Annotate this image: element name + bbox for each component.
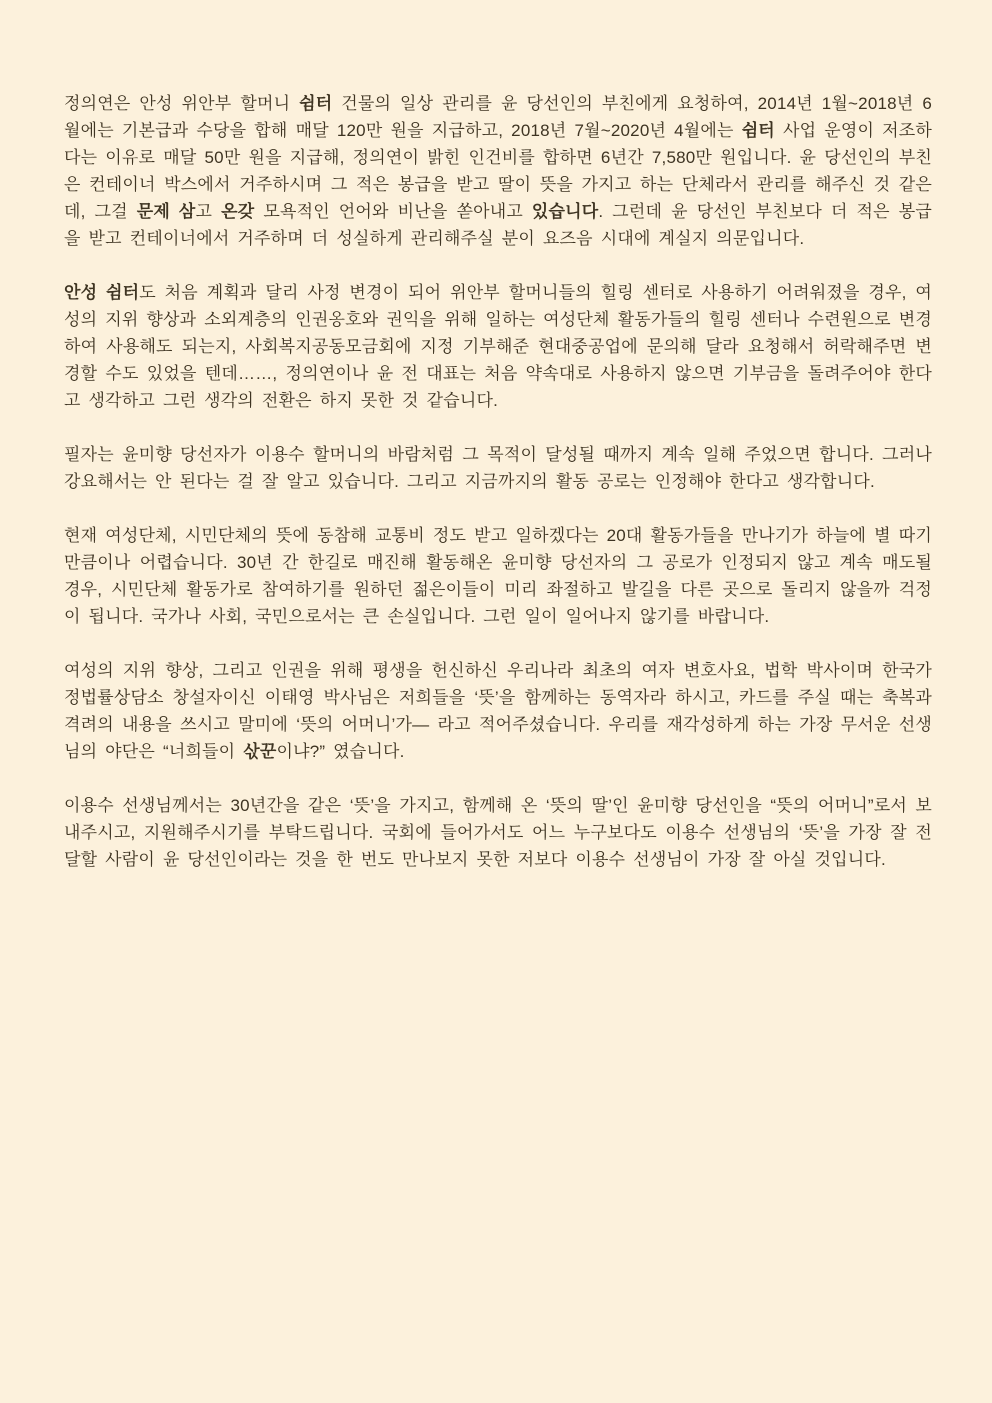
paragraph-5 — [64, 657, 932, 765]
bold-text-run: 안성 쉼터 — [64, 283, 140, 302]
bold-text-run: 쉼터 — [299, 94, 333, 113]
text-run: 모욕적인 언어와 비난을 쏟아내고 — [254, 202, 532, 221]
text-run: 고 — [195, 202, 222, 221]
text-run: . 그런데 윤 당선인 부친보다 더 적은 봉급을 받고 컨테이너에서 거주하며 더 성실하게 관리해주실 분이 요즈음 시대에 계실지 의문입니다. — [64, 202, 933, 248]
paragraph-3 — [64, 441, 932, 495]
text-run: 도 처음 계획과 달리 사정 변경이 되어 위안부 할머니들의 힐링 센터로 사용하기 어려워졌을 경우, 여성의 지위 향상과 소외계층의 인권옹호와 권익을 위해 일하는 여성단체 활동가들의 힐링 센터나 수련원으로 변경하여 사용해도 되는지, 사회복지공동모금회에 지정 기부해준 현대중공업에 문의해 달라 요청해서 허락해주면 변경할 수도 있었을 텐데……, 정의연이나 윤 전 대표는 처음 약속대로 사용하지 않으면 기부금을 돌려주어야 한다고 생각하고 그런 생각의 전환은 하지 못한 것 같습니다. — [64, 283, 932, 410]
bold-text-run: 삯꾼 — [243, 742, 277, 761]
text-run: 현재 여성단체, 시민단체의 뜻에 동참해 교통비 정도 받고 일하겠다는 20대 활동가들을 만나기가 하늘에 별 따기만큼이나 어렵습니다. 30년 간 한길로 매진해 활동해온 윤미향 당선자의 그 공로가 인정되지 않고 계속 매도될 경우, 시민단체 활동가로 참여하기를 원하던 젊은이들이 미리 좌절하고 발길을 다른 곳으로 돌리지 않을까 걱정이 됩니다. 국가나 사회, 국민으로서는 큰 손실입니다. 그런 일이 일어나지 않기를 바랍니다. — [64, 526, 932, 626]
text-run: 필자는 윤미향 당선자가 이용수 할머니의 바람처럼 그 목적이 달성될 때까지 계속 일해 주었으면 합니다. 그러나 강요해서는 안 된다는 걸 잘 알고 있습니다. 그리고 지금까지의 활동 공로는 인정해야 한다고 생각합니다. — [64, 445, 932, 491]
document-body — [64, 90, 932, 900]
text-run: 이냐?” 였습니다. — [276, 742, 405, 761]
paragraph-2 — [64, 279, 932, 414]
paragraph-6 — [64, 792, 932, 873]
text-run: 여성의 지위 향상, 그리고 인권을 위해 평생을 헌신하신 우리나라 최초의 여자 변호사요, 법학 박사이며 한국가정법률상담소 창설자이신 이태영 박사님은 저희들을 ‘뜻’을 함께하는 동역자라 하시고, 카드를 주실 때는 축복과 격려의 내용을 쓰시고 말미에 ‘뜻의 어머니’가— 라고 적어주셨습니다. 우리를 재각성하게 하는 가장 무서운 선생님의 야단은 “너희들이 — [64, 661, 932, 761]
bold-text-run: 문제 삼 — [136, 202, 196, 221]
bold-text-run: 쉼터 — [741, 121, 775, 140]
bold-text-run: 온갖 — [221, 202, 255, 221]
text-run: 건물의 일상 관리를 윤 당선인의 부친에게 요청하여, 2014년 1월~2018년 6월에는 기본급과 수당을 합해 매달 120만 원을 지급하고, 2018년 7월~2020년 4월에는 — [64, 94, 932, 140]
paragraph-1 — [64, 90, 932, 252]
bold-text-run: 있습니다 — [531, 202, 599, 221]
text-run: 정의연은 안성 위안부 할머니 — [64, 94, 300, 113]
paragraph-4 — [64, 522, 932, 630]
text-run: 사업 운영이 저조하다는 이유로 매달 50만 원을 지급해, 정의연이 밝힌 인건비를 합하면 6년간 7,580만 원입니다. 윤 당선인의 부친은 컨테이너 박스에서 거주하시며 그 적은 봉급을 받고 딸이 뜻을 가지고 하는 단체라서 관리를 해주신 것 같은데, 그걸 — [64, 121, 933, 221]
text-run: 이용수 선생님께서는 30년간을 같은 ‘뜻’을 가지고, 함께해 온 ‘뜻의 딸’인 윤미향 당선인을 “뜻의 어머니”로서 보내주시고, 지원해주시기를 부탁드립니다. 국회에 들어가서도 어느 누구보다도 이용수 선생님의 ‘뜻’을 가장 잘 전달할 사람이 윤 당선인이라는 것을 한 번도 만나보지 못한 저보다 이용수 선생님이 가장 잘 아실 것입니다. — [64, 796, 932, 869]
